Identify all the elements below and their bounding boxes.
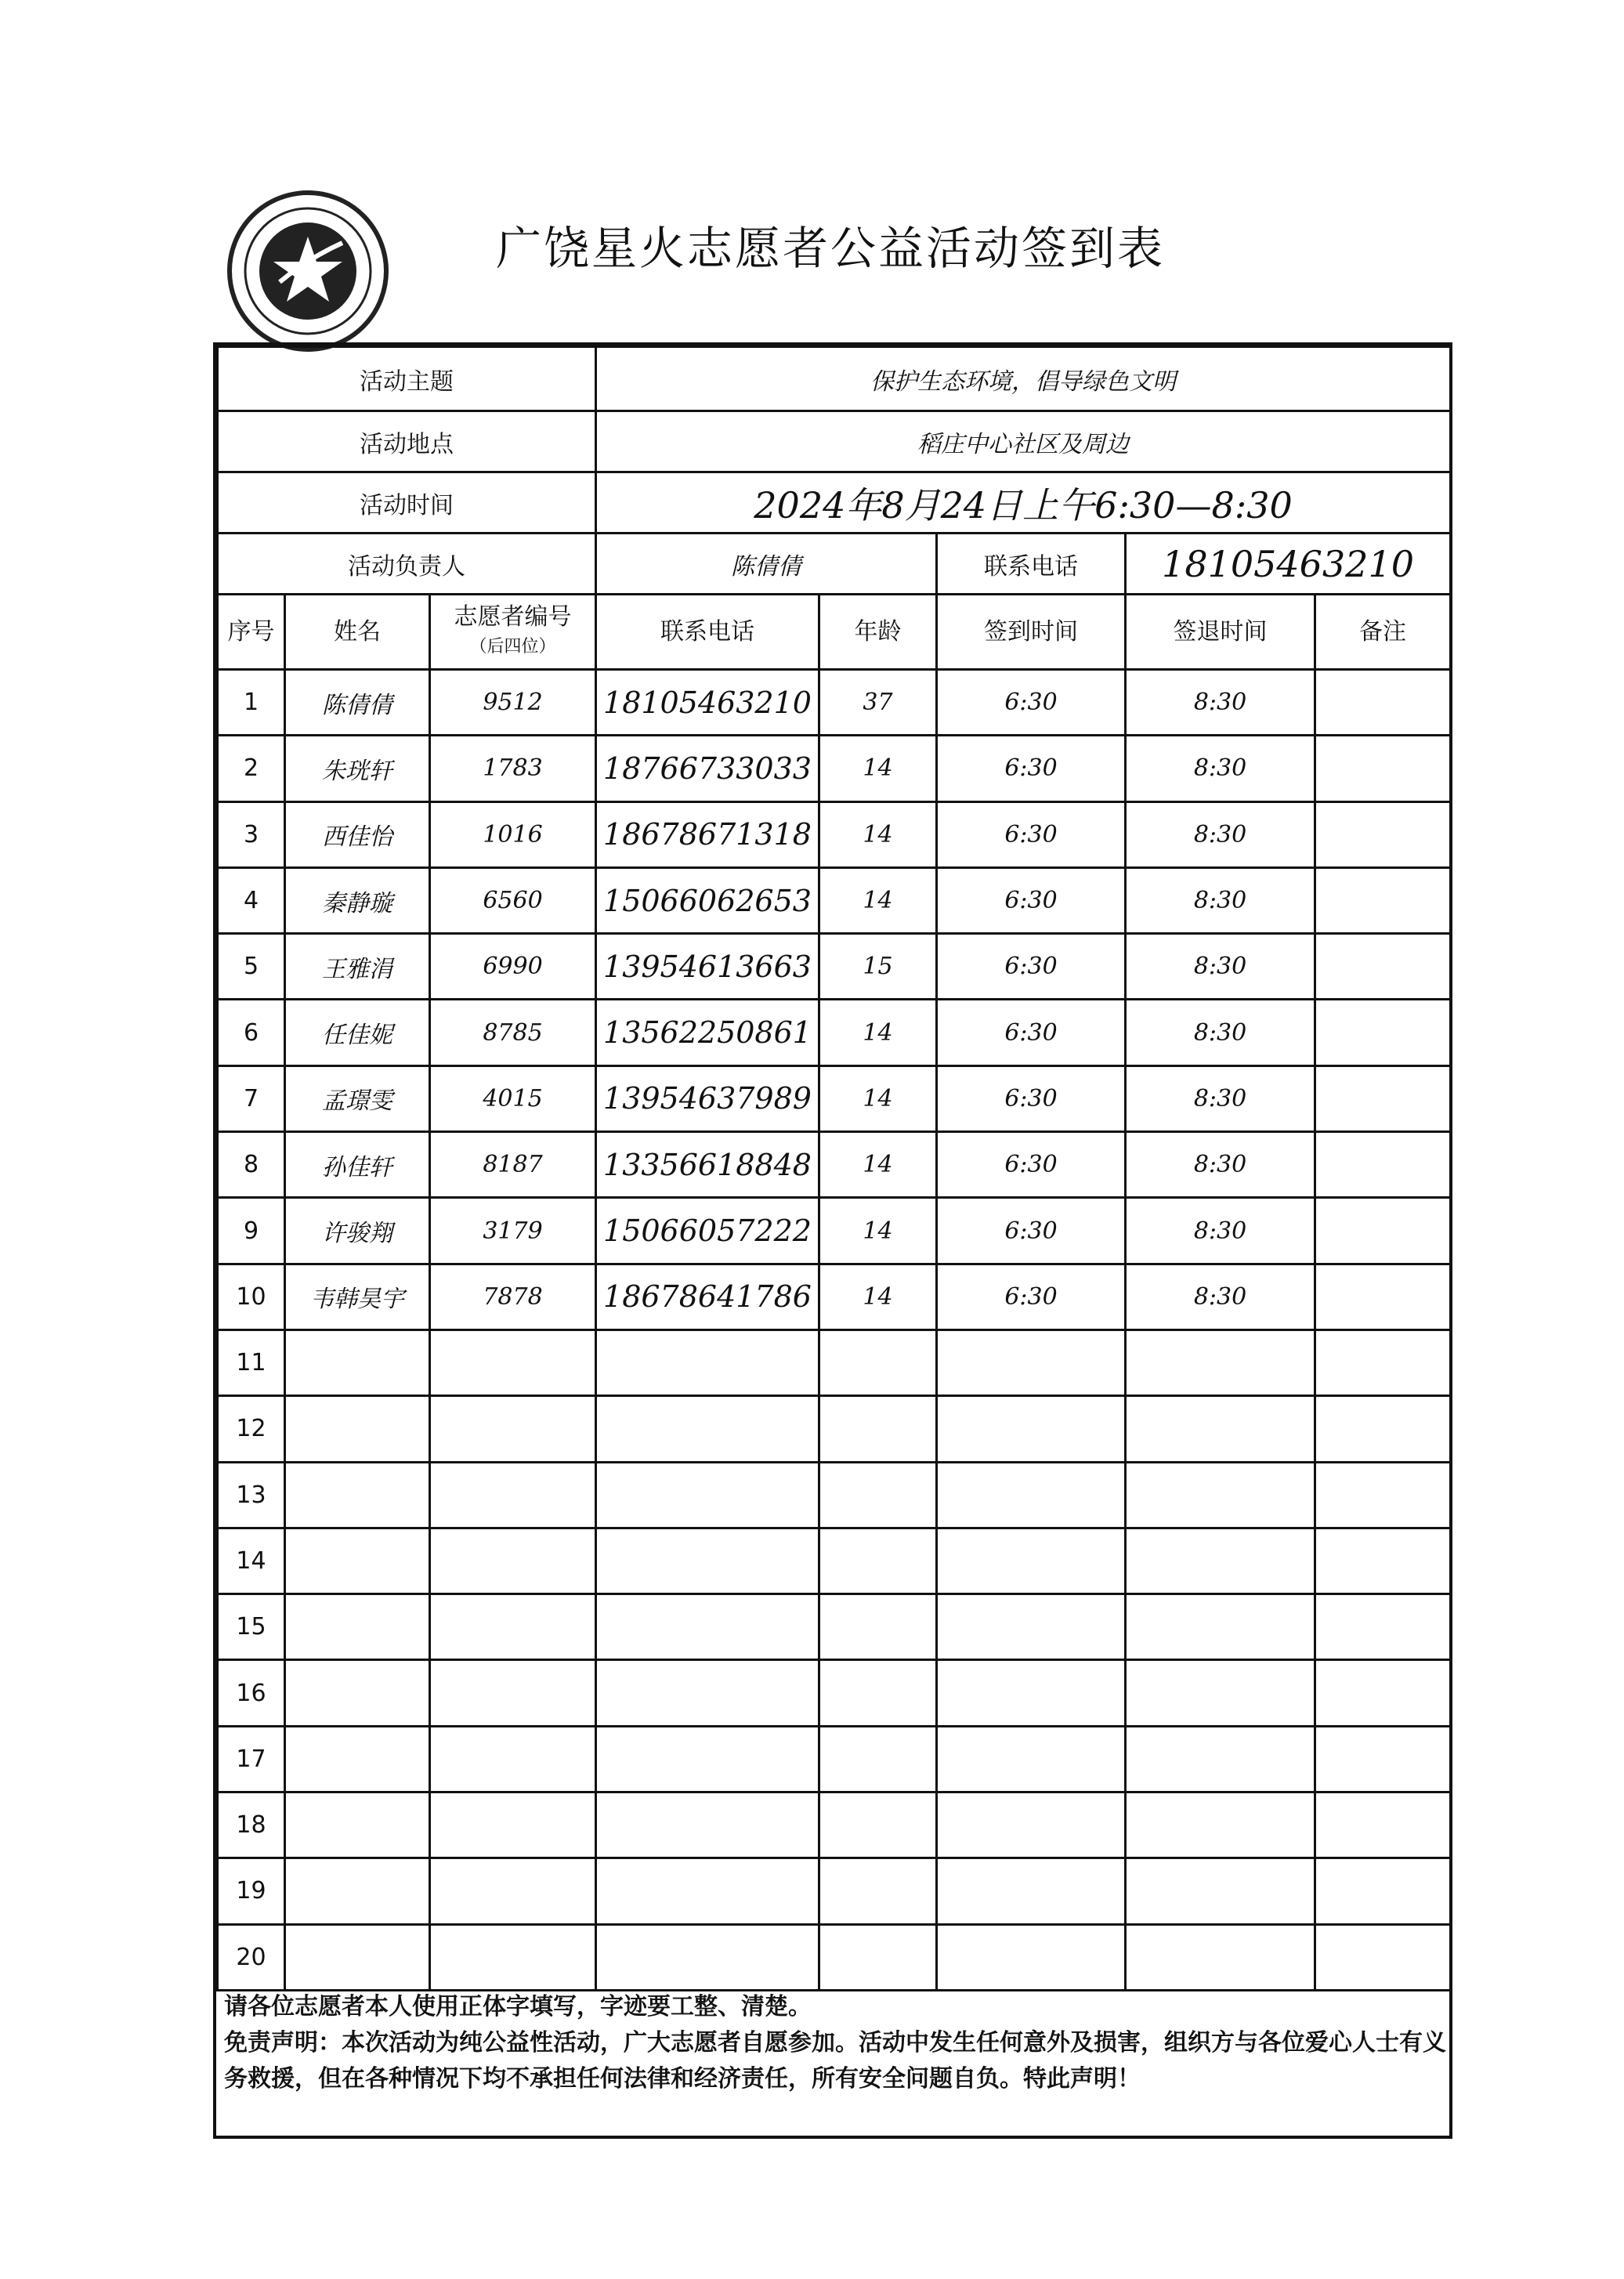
row-phone xyxy=(596,1528,819,1593)
row-checkout: 8:30 xyxy=(1126,736,1315,801)
row-phone: 13562250861 xyxy=(596,1000,819,1065)
row-checkin xyxy=(937,1462,1126,1528)
row-age: 14 xyxy=(819,1264,937,1329)
row-remark xyxy=(1315,1264,1451,1329)
row-phone: 18678671318 xyxy=(596,801,819,867)
row-volunteer-id xyxy=(430,1462,596,1528)
row-index: 7 xyxy=(218,1065,285,1131)
header-checkin: 签到时间 xyxy=(937,595,1126,670)
row-age xyxy=(819,1660,937,1726)
row-age xyxy=(819,1792,937,1858)
row-volunteer-id: 7878 xyxy=(430,1264,596,1329)
row-checkin xyxy=(937,1528,1126,1593)
row-remark xyxy=(1315,867,1451,933)
row-checkin: 6:30 xyxy=(937,736,1126,801)
row-checkout xyxy=(1126,1792,1315,1858)
row-index: 17 xyxy=(218,1726,285,1792)
row-index: 10 xyxy=(218,1264,285,1329)
table-row xyxy=(218,1528,1451,1593)
row-index: 1 xyxy=(218,670,285,736)
row-name xyxy=(285,1329,430,1395)
row-name: 秦静璇 xyxy=(285,867,430,933)
row-phone: 13954637989 xyxy=(596,1065,819,1131)
leader-value: 陈倩倩 xyxy=(596,534,937,595)
row-volunteer-id: 1783 xyxy=(430,736,596,801)
row-index: 13 xyxy=(218,1462,285,1528)
row-remark xyxy=(1315,1329,1451,1395)
row-phone: 13356618848 xyxy=(596,1132,819,1198)
row-remark xyxy=(1315,1924,1451,1990)
row-phone xyxy=(596,1924,819,1990)
row-volunteer-id: 8187 xyxy=(430,1132,596,1198)
row-volunteer-id: 4015 xyxy=(430,1065,596,1131)
row-checkin xyxy=(937,1660,1126,1726)
row-index: 16 xyxy=(218,1660,285,1726)
row-remark xyxy=(1315,1000,1451,1065)
row-age: 14 xyxy=(819,1132,937,1198)
row-checkin xyxy=(937,1726,1126,1792)
table-row xyxy=(218,736,1451,801)
row-name xyxy=(285,1858,430,1924)
row-name xyxy=(285,1594,430,1660)
row-checkout: 8:30 xyxy=(1126,1000,1315,1065)
row-phone xyxy=(596,1594,819,1660)
row-checkout: 8:30 xyxy=(1126,670,1315,736)
row-index: 8 xyxy=(218,1132,285,1198)
row-phone xyxy=(596,1792,819,1858)
row-volunteer-id xyxy=(430,1396,596,1462)
row-volunteer-id xyxy=(430,1792,596,1858)
row-checkout xyxy=(1126,1528,1315,1593)
page-title: 广饶星火志愿者公益活动签到表 xyxy=(495,222,1165,275)
row-checkout xyxy=(1126,1594,1315,1660)
row-checkout: 8:30 xyxy=(1126,1132,1315,1198)
row-remark xyxy=(1315,1726,1451,1792)
row-checkout xyxy=(1126,1462,1315,1528)
row-volunteer-id: 3179 xyxy=(430,1198,596,1264)
table-row xyxy=(218,934,1451,1000)
row-index: 11 xyxy=(218,1329,285,1395)
row-age: 15 xyxy=(819,934,937,1000)
row-remark xyxy=(1315,1792,1451,1858)
row-index: 12 xyxy=(218,1396,285,1462)
row-checkin: 6:30 xyxy=(937,1264,1126,1329)
row-remark xyxy=(1315,1396,1451,1462)
row-age xyxy=(819,1726,937,1792)
notes xyxy=(224,1989,1446,2097)
sign-in-sheet xyxy=(213,342,1452,2139)
table-row xyxy=(218,1594,1451,1660)
row-phone xyxy=(596,1660,819,1726)
row-checkin: 6:30 xyxy=(937,1132,1126,1198)
row-index: 6 xyxy=(218,1000,285,1065)
row-name xyxy=(285,1924,430,1990)
row-phone: 18678641786 xyxy=(596,1264,819,1329)
row-name: 陈倩倩 xyxy=(285,670,430,736)
row-checkin: 6:30 xyxy=(937,670,1126,736)
leader-phone-value: 18105463210 xyxy=(1126,534,1451,595)
row-checkout: 8:30 xyxy=(1126,867,1315,933)
row-name: 孟璟雯 xyxy=(285,1065,430,1131)
header-volunteer-id-main: 志愿者编号 xyxy=(454,602,572,631)
row-remark xyxy=(1315,801,1451,867)
row-checkout xyxy=(1126,1924,1315,1990)
table-row xyxy=(218,1660,1451,1726)
row-remark xyxy=(1315,1858,1451,1924)
row-name: 许骏翔 xyxy=(285,1198,430,1264)
row-age xyxy=(819,1462,937,1528)
row-checkin xyxy=(937,1858,1126,1924)
row-index: 14 xyxy=(218,1528,285,1593)
row-age xyxy=(819,1594,937,1660)
row-checkin: 6:30 xyxy=(937,1065,1126,1131)
row-phone xyxy=(596,1726,819,1792)
row-volunteer-id xyxy=(430,1528,596,1593)
row-checkin xyxy=(937,1594,1126,1660)
row-remark xyxy=(1315,1594,1451,1660)
row-checkout: 8:30 xyxy=(1126,801,1315,867)
row-checkout xyxy=(1126,1858,1315,1924)
row-checkout xyxy=(1126,1726,1315,1792)
row-index: 18 xyxy=(218,1792,285,1858)
row-checkout: 8:30 xyxy=(1126,1065,1315,1131)
organization-seal-icon xyxy=(225,188,391,354)
leader-phone-label: 联系电话 xyxy=(937,534,1126,595)
header-remarks: 备注 xyxy=(1315,595,1451,670)
leader-label: 活动负责人 xyxy=(218,534,596,595)
row-volunteer-id: 6990 xyxy=(430,934,596,1000)
header-name: 姓名 xyxy=(285,595,430,670)
row-remark xyxy=(1315,736,1451,801)
row-name: 孙佳轩 xyxy=(285,1132,430,1198)
row-checkout: 8:30 xyxy=(1126,1198,1315,1264)
theme-label: 活动主题 xyxy=(218,347,596,411)
row-index: 15 xyxy=(218,1594,285,1660)
row-checkin: 6:30 xyxy=(937,1000,1126,1065)
location-label: 活动地点 xyxy=(218,411,596,472)
row-volunteer-id: 8785 xyxy=(430,1000,596,1065)
header-volunteer-id-sub: （后四位） xyxy=(469,636,556,657)
row-index: 19 xyxy=(218,1858,285,1924)
row-age: 14 xyxy=(819,1000,937,1065)
row-checkin xyxy=(937,1329,1126,1395)
row-age: 14 xyxy=(819,801,937,867)
row-index: 9 xyxy=(218,1198,285,1264)
row-name: 韦韩昊宇 xyxy=(285,1264,430,1329)
row-age xyxy=(819,1924,937,1990)
row-volunteer-id xyxy=(430,1660,596,1726)
table-row xyxy=(218,1264,1451,1329)
row-name xyxy=(285,1792,430,1858)
row-name xyxy=(285,1528,430,1593)
row-checkin: 6:30 xyxy=(937,801,1126,867)
row-index: 3 xyxy=(218,801,285,867)
row-name xyxy=(285,1396,430,1462)
row-checkin xyxy=(937,1396,1126,1462)
row-name: 任佳妮 xyxy=(285,1000,430,1065)
row-index: 20 xyxy=(218,1924,285,1990)
header-phone: 联系电话 xyxy=(596,595,819,670)
row-phone: 15066062653 xyxy=(596,867,819,933)
time-label: 活动时间 xyxy=(218,472,596,534)
row-volunteer-id xyxy=(430,1329,596,1395)
row-name xyxy=(285,1726,430,1792)
row-volunteer-id: 9512 xyxy=(430,670,596,736)
row-checkout xyxy=(1126,1660,1315,1726)
row-age xyxy=(819,1528,937,1593)
table-row xyxy=(218,1000,1451,1065)
row-age xyxy=(819,1329,937,1395)
row-volunteer-id: 6560 xyxy=(430,867,596,933)
row-phone xyxy=(596,1462,819,1528)
header-age: 年龄 xyxy=(819,595,937,670)
time-value: 2024年8月24日上午6:30—8:30 xyxy=(596,472,1451,534)
row-name xyxy=(285,1462,430,1528)
row-checkout: 8:30 xyxy=(1126,1264,1315,1329)
table-row xyxy=(218,1462,1451,1528)
table-row xyxy=(218,670,1451,736)
row-remark xyxy=(1315,1528,1451,1593)
sign-in-table xyxy=(216,345,1452,1991)
row-checkout xyxy=(1126,1396,1315,1462)
table-row xyxy=(218,1329,1451,1395)
table-row xyxy=(218,1858,1451,1924)
row-phone: 18105463210 xyxy=(596,670,819,736)
row-age: 14 xyxy=(819,736,937,801)
row-age xyxy=(819,1858,937,1924)
table-row xyxy=(218,1726,1451,1792)
table-row xyxy=(218,1198,1451,1264)
row-checkin: 6:30 xyxy=(937,934,1126,1000)
table-row xyxy=(218,1396,1451,1462)
row-remark xyxy=(1315,934,1451,1000)
row-remark xyxy=(1315,1660,1451,1726)
row-name: 王雅涓 xyxy=(285,934,430,1000)
location-value: 稻庄中心社区及周边 xyxy=(596,411,1451,472)
row-phone: 18766733033 xyxy=(596,736,819,801)
row-volunteer-id xyxy=(430,1858,596,1924)
row-checkin xyxy=(937,1924,1126,1990)
row-checkin xyxy=(937,1792,1126,1858)
header-volunteer-id xyxy=(430,595,596,670)
row-age: 14 xyxy=(819,1198,937,1264)
row-name: 朱珖轩 xyxy=(285,736,430,801)
table-row xyxy=(218,1924,1451,1990)
row-age: 14 xyxy=(819,1065,937,1131)
fill-instruction: 请各位志愿者本人使用正体字填写，字迹要工整、清楚。 xyxy=(224,1993,812,2020)
row-name: 西佳怡 xyxy=(285,801,430,867)
row-checkin: 6:30 xyxy=(937,1198,1126,1264)
row-age: 37 xyxy=(819,670,937,736)
row-remark xyxy=(1315,1065,1451,1131)
table-row xyxy=(218,801,1451,867)
table-row xyxy=(218,1792,1451,1858)
row-phone: 15066057222 xyxy=(596,1198,819,1264)
row-volunteer-id xyxy=(430,1924,596,1990)
row-phone xyxy=(596,1329,819,1395)
row-index: 4 xyxy=(218,867,285,933)
header-index: 序号 xyxy=(218,595,285,670)
row-checkout xyxy=(1126,1329,1315,1395)
row-remark xyxy=(1315,1198,1451,1264)
row-checkout: 8:30 xyxy=(1126,934,1315,1000)
row-volunteer-id xyxy=(430,1726,596,1792)
row-remark xyxy=(1315,670,1451,736)
row-phone: 13954613663 xyxy=(596,934,819,1000)
row-phone xyxy=(596,1396,819,1462)
row-name xyxy=(285,1660,430,1726)
row-volunteer-id: 1016 xyxy=(430,801,596,867)
row-phone xyxy=(596,1858,819,1924)
row-index: 2 xyxy=(218,736,285,801)
row-checkin: 6:30 xyxy=(937,867,1126,933)
row-volunteer-id xyxy=(430,1594,596,1660)
table-row xyxy=(218,867,1451,933)
row-age: 14 xyxy=(819,867,937,933)
row-age xyxy=(819,1396,937,1462)
table-row xyxy=(218,1132,1451,1198)
row-remark xyxy=(1315,1462,1451,1528)
disclaimer: 免责声明：本次活动为纯公益性活动，广大志愿者自愿参加。活动中发生任何意外及损害，组织方与各位爱心人士有义务救援，但在各种情况下均不承担任何法律和经济责任，所有安全问题自负。特此声明！ xyxy=(224,2029,1446,2093)
table-row xyxy=(218,1065,1451,1131)
theme-value: 保护生态环境，倡导绿色文明 xyxy=(596,347,1451,411)
row-remark xyxy=(1315,1132,1451,1198)
row-index: 5 xyxy=(218,934,285,1000)
header-checkout: 签退时间 xyxy=(1126,595,1315,670)
